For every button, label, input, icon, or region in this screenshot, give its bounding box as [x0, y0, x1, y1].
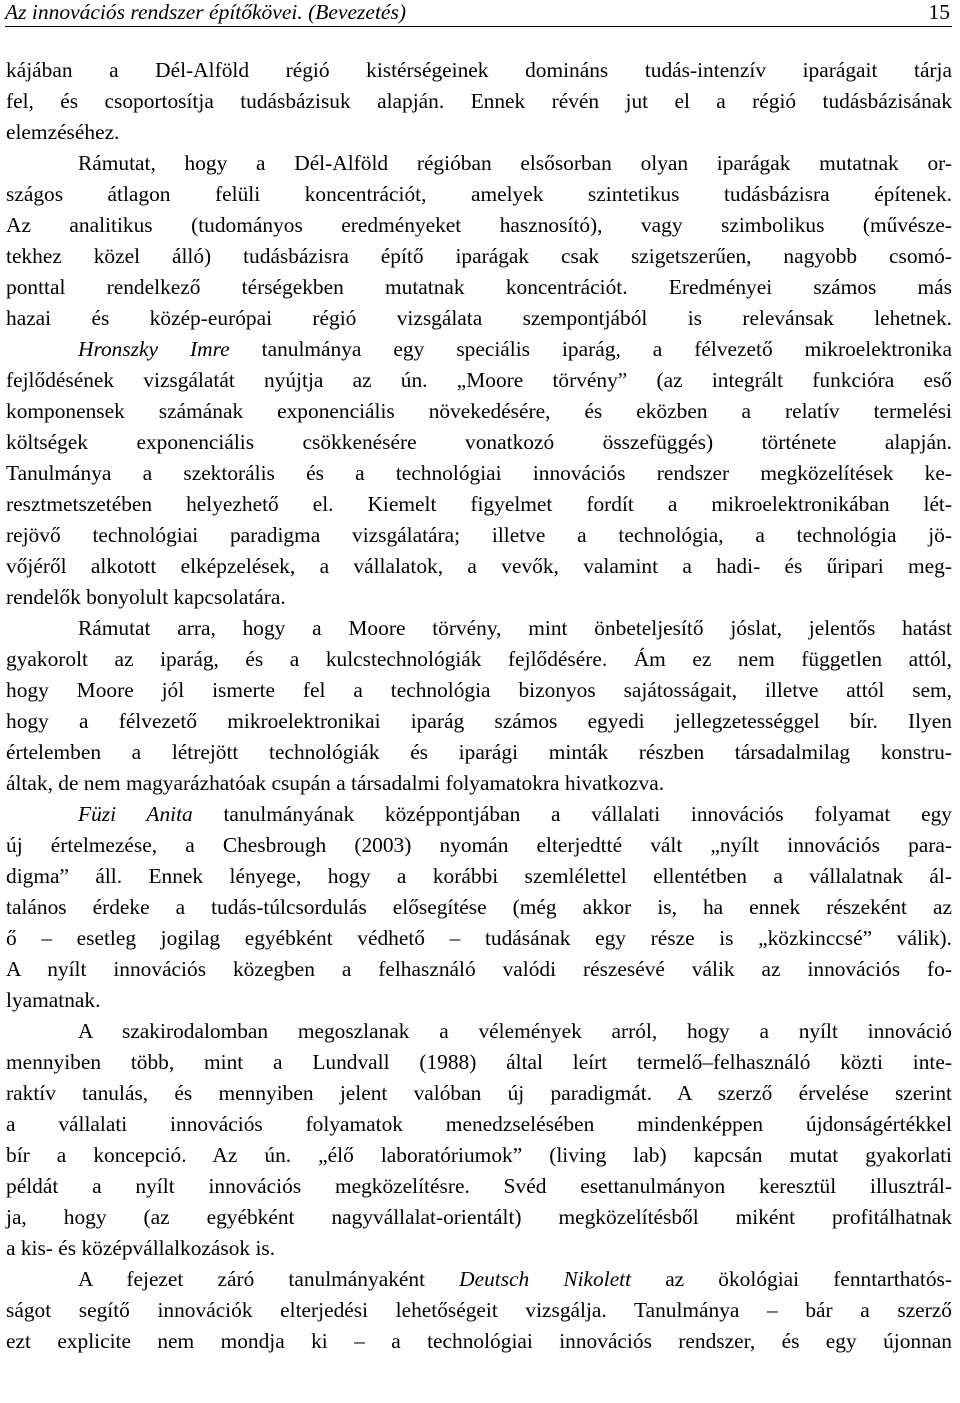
page-number: 15 [928, 0, 950, 24]
line-text: az ökológiai fenntarthatós- [631, 1267, 952, 1291]
text-line: szágos átlagon felüli koncentrációt, amelyek szintetikus tudásbázisra építenek. [6, 182, 952, 206]
text-line: lyamatnak. [6, 988, 101, 1012]
text-line: kájában a Dél-Alföld régió kistérségeinek domináns tudás-intenzív iparágait tárja [6, 58, 952, 82]
text-line: rejövő technológiai paradigma vizsgálatára; illetve a technológia, a technológia jö- [6, 523, 952, 547]
text-line: ponttal rendelkező térségekben mutatnak koncentrációt. Eredményei számos más [6, 275, 952, 299]
author-name: Hronszky Imre [78, 337, 230, 361]
body-text [6, 55, 952, 1357]
text-line [6, 799, 952, 830]
line-text: tanulmányának középpontjában a vállalati innovációs folyamat egy [192, 802, 952, 826]
author-name: Deutsch Nikolett [459, 1267, 632, 1291]
text-line: talános érdeke a tudás-túlcsordulás elősegítése (még akkor is, ha ennek részeként az [6, 895, 952, 919]
text-line: ezt explicite nem mondja ki – a technológiai innovációs rendszer, és egy újonnan [6, 1329, 952, 1353]
text-line: a kis- és középvállalkozások is. [6, 1236, 276, 1260]
text-line [6, 1264, 952, 1295]
text-line: fejlődésének vizsgálatát nyújtja az ún. „Moore törvény” (az integrált funkcióra eső [6, 368, 952, 392]
text-line: hogy Moore jól ismerte fel a technológia bizonyos sajátosságait, illetve attól sem, [6, 678, 952, 702]
line-text: tanulmánya egy speciális iparág, a félvezető mikroelektronika [229, 337, 952, 361]
text-line: elemzéséhez. [6, 120, 120, 144]
text-line: resztmetszetében helyezhető el. Kiemelt figyelmet fordít a mikroelektronikában lét- [6, 492, 952, 516]
author-name: Füzi Anita [78, 802, 193, 826]
text-line: Tanulmánya a szektorális és a technológiai innovációs rendszer megközelítések ke- [6, 461, 952, 485]
text-line [6, 334, 952, 365]
text-line: digma” áll. Ennek lényege, hogy a korábbi szemlélettel ellentétben a vállalatnak ál- [6, 864, 952, 888]
text-line: Az analitikus (tudományos eredményeket hasznosító), vagy szimbolikus (művésze- [6, 213, 952, 237]
text-line: hogy a félvezető mikroelektronikai iparág számos egyedi jellegzetességgel bír. Ilyen [6, 709, 952, 733]
text-line: gyakorolt az iparág, és a kulcstechnológiák fejlődésére. Ám ez nem független attól, [6, 647, 952, 671]
text-line: új értelmezése, a Chesbrough (2003) nyomán elterjedtté vált „nyílt innovációs para- [6, 833, 952, 857]
running-head [5, 0, 952, 27]
text-line: Rámutat, hogy a Dél-Alföld régióban elsősorban olyan iparágak mutatnak or- [78, 151, 952, 175]
text-line: Rámutat arra, hogy a Moore törvény, mint önbeteljesítő jóslat, jelentős hatást [78, 616, 952, 640]
text-line: vőjéről alkotott elképzelések, a vállalatok, a vevők, valamint a hadi- és űripari meg- [6, 554, 952, 578]
text-line: áltak, de nem magyarázhatóak csupán a társadalmi folyamatokra hivatkozva. [6, 771, 665, 795]
text-line: mennyiben több, mint a Lundvall (1988) által leírt termelő–felhasználó közti inte- [6, 1050, 952, 1074]
text-line: A szakirodalomban megoszlanak a vélemények arról, hogy a nyílt innováció [78, 1019, 952, 1043]
text-line: A nyílt innovációs közegben a felhasználó valódi részesévé válik az innovációs fo- [6, 957, 952, 981]
text-line: tekhez közel álló) tudásbázisra építő iparágak csak szigetszerűen, nagyobb csomó- [6, 244, 952, 268]
chapter-title: Az innovációs rendszer építőkövei. (Bevezetés) [5, 0, 406, 24]
text-line: a vállalati innovációs folyamatok menedzselésében mindenképpen újdonságértékkel [6, 1112, 952, 1136]
text-line: ságot segítő innovációk elterjedési lehetőségeit vizsgálja. Tanulmánya – bár a szerző [6, 1298, 952, 1322]
text-line: ja, hogy (az egyébként nagyvállalat-orientált) megközelítésből miként profitálhatnak [6, 1205, 952, 1229]
text-line: értelemben a létrejött technológiák és iparági minták részben társadalmilag konstru- [6, 740, 952, 764]
text-line: rendelők bonyolult kapcsolatára. [6, 585, 286, 609]
text-line: ő – esetleg jogilag egyébként védhető – tudásának egy része is „közkinccsé” válik). [6, 926, 952, 950]
line-text: A fejezet záró tanulmányaként [78, 1267, 460, 1291]
text-line: hazai és közép-európai régió vizsgálata szempontjából is relevánsak lehetnek. [6, 306, 952, 330]
text-line: költségek exponenciális csökkenésére vonatkozó összefüggés) története alapján. [6, 430, 952, 454]
text-line: komponensek számának exponenciális növekedésére, és eközben a relatív termelési [6, 399, 952, 423]
text-line: fel, és csoportosítja tudásbázisuk alapján. Ennek révén jut el a régió tudásbázisának [6, 89, 952, 113]
text-line: raktív tanulás, és mennyiben jelent valóban új paradigmát. A szerző érvelése szerint [6, 1081, 952, 1105]
text-line: példát a nyílt innovációs megközelítésre. Svéd esettanulmányon keresztül illusztrál- [6, 1174, 952, 1198]
text-line: bír a koncepció. Az ún. „élő laboratóriumok” (living lab) kapcsán mutat gyakorlati [6, 1143, 952, 1167]
